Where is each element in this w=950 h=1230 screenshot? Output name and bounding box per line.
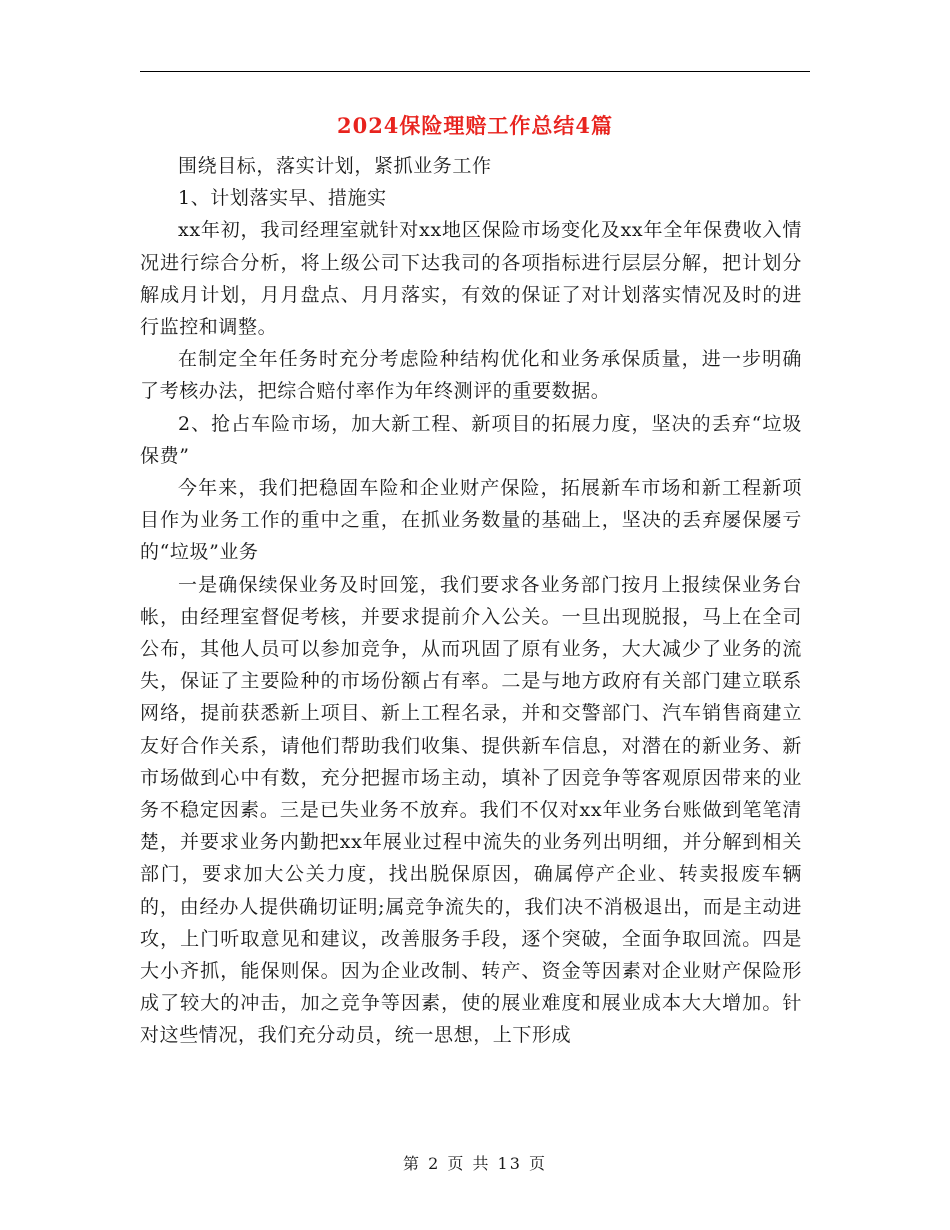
document-title: 2024保险理赔工作总结4篇 <box>336 113 614 138</box>
paragraph: xx年初，我司经理室就针对xx地区保险市场变化及xx年全年保费收入情况进行综合分析，将上级公司下达我司的各项指标进行层层分解，把计划分解成月计划，月月盘点、月月落实，有效的保证了对计划落实情况及时的进行监控和调整。 <box>140 219 802 339</box>
page-number: 第 2 页 共 13 页 <box>403 1154 547 1173</box>
paragraph: 在制定全年任务时充分考虑险种结构优化和业务承保质量，进一步明确了考核办法，把综合赔付率作为年终测评的重要数据。 <box>140 348 802 403</box>
document-body <box>140 150 802 1052</box>
paragraph: 围绕目标，落实计划，紧抓业务工作 <box>178 155 492 177</box>
paragraph: 1、计划落实早、措施实 <box>178 187 387 210</box>
paragraph: 一是确保续保业务及时回笼，我们要求各业务部门按月上报续保业务台帐，由经理室督促考核，并要求提前介入公关。一旦出现脱报，马上在全司公布，其他人员可以参加竞争，从而巩固了原有业务，大大减少了业务的流失，保证了主要险种的市场份额占有率。二是与地方政府有关部门建立联系网络，提前获悉新上项目、新上工程名录，并和交警部门、汽车销售商建立友好合作关系，请他们帮助我们收集、提供新车信息，对潜在的新业务、新市场做到心中有数，充分把握市场主动，填补了因竞争等客观原因带来的业务不稳定因素。三是已失业务不放弃。我们不仅对xx年业务台账做到笔笔清楚，并要求业务内勤把xx年展业过程中流失的业务列出明细，并分解到相关部门，要求加大公关力度，找出脱保原因，确属停产企业、转卖报废车辆的，由经办人提供确切证明;属竞争流失的，我们决不消极退出，而是主动进攻，上门听取意见和建议，改善服务手段，逐个突破，全面争取回流。四是大小齐抓，能保则保。因为企业改制、转产、资金等因素对企业财产保险形成了较大的冲击，加之竞争等因素，使的展业难度和展业成本大大增加。针对这些情况，我们充分动员，统一思想，上下形成 <box>140 573 802 1047</box>
paragraph: 2、抢占车险市场，加大新工程、新项目的拓展力度，坚决的丢弃“垃圾保费” <box>140 412 802 467</box>
paragraph: 今年来，我们把稳固车险和企业财产保险，拓展新车市场和新工程新项目作为业务工作的重中之重，在抓业务数量的基础上，坚决的丢弃屡保屡亏的“垃圾”业务 <box>140 477 802 564</box>
header-rule <box>140 71 810 72</box>
